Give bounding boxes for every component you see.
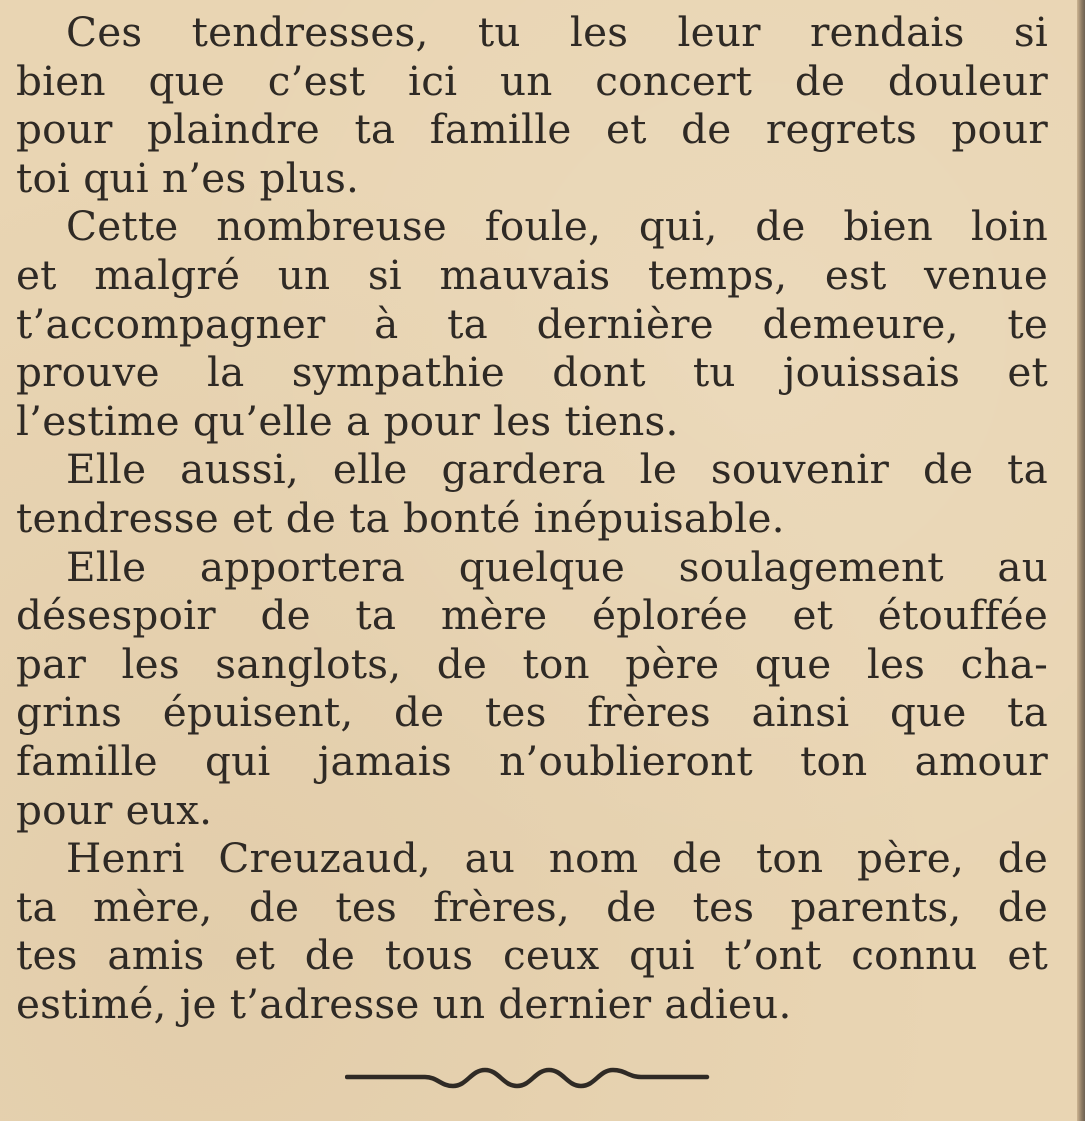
text-line: t’accompagner à ta dernière demeure, te xyxy=(16,299,1048,348)
article-text xyxy=(16,8,1048,1028)
text-line: pour plaindre ta famille et de regrets pour xyxy=(16,105,1048,154)
text-line: tes amis et de tous ceux qui t’ont connu et xyxy=(16,931,1048,980)
text-line: par les sanglots, de ton père que les cha- xyxy=(16,639,1048,688)
text-line: Elle apportera quelque soulagement au xyxy=(66,542,1048,591)
text-line: pour eux. xyxy=(16,785,213,834)
paragraph-4 xyxy=(16,543,1048,835)
text-line: Henri Creuzaud, au nom de ton père, de xyxy=(66,834,1048,883)
text-line: tendresse et de ta bonté inépuisable. xyxy=(16,493,785,542)
text-line: estimé, je t’adresse un dernier adieu. xyxy=(16,979,792,1028)
page-edge-shadow xyxy=(1077,0,1085,1121)
text-line: toi qui n’es plus. xyxy=(16,153,360,202)
text-line: Ces tendresses, tu les leur rendais si xyxy=(66,8,1048,56)
text-line: Cette nombreuse foule, qui, de bien loin xyxy=(66,202,1048,251)
text-line: Elle aussi, elle gardera le souvenir de ta xyxy=(66,445,1048,494)
text-line: famille qui jamais n’oublieront ton amour xyxy=(16,736,1048,785)
paragraph-1 xyxy=(16,8,1048,202)
wavy-rule-svg xyxy=(345,1060,710,1100)
text-line: bien que c’est ici un concert de douleur xyxy=(16,56,1048,105)
wavy-rule-path xyxy=(347,1070,707,1086)
wavy-rule-icon xyxy=(345,1060,710,1100)
text-line: ta mère, de tes frères, de tes parents, de xyxy=(16,882,1048,931)
text-line: l’estime qu’elle a pour les tiens. xyxy=(16,396,679,445)
text-line: prouve la sympathie dont tu jouissais et xyxy=(16,348,1048,397)
text-line: désespoir de ta mère éplorée et étouffée xyxy=(16,591,1048,640)
paragraph-2 xyxy=(16,202,1048,445)
paragraph-3 xyxy=(16,445,1048,542)
text-line: et malgré un si mauvais temps, est venue xyxy=(16,250,1048,299)
text-line: grins épuisent, de tes frères ainsi que ta xyxy=(16,688,1048,737)
paragraph-5 xyxy=(16,834,1048,1028)
